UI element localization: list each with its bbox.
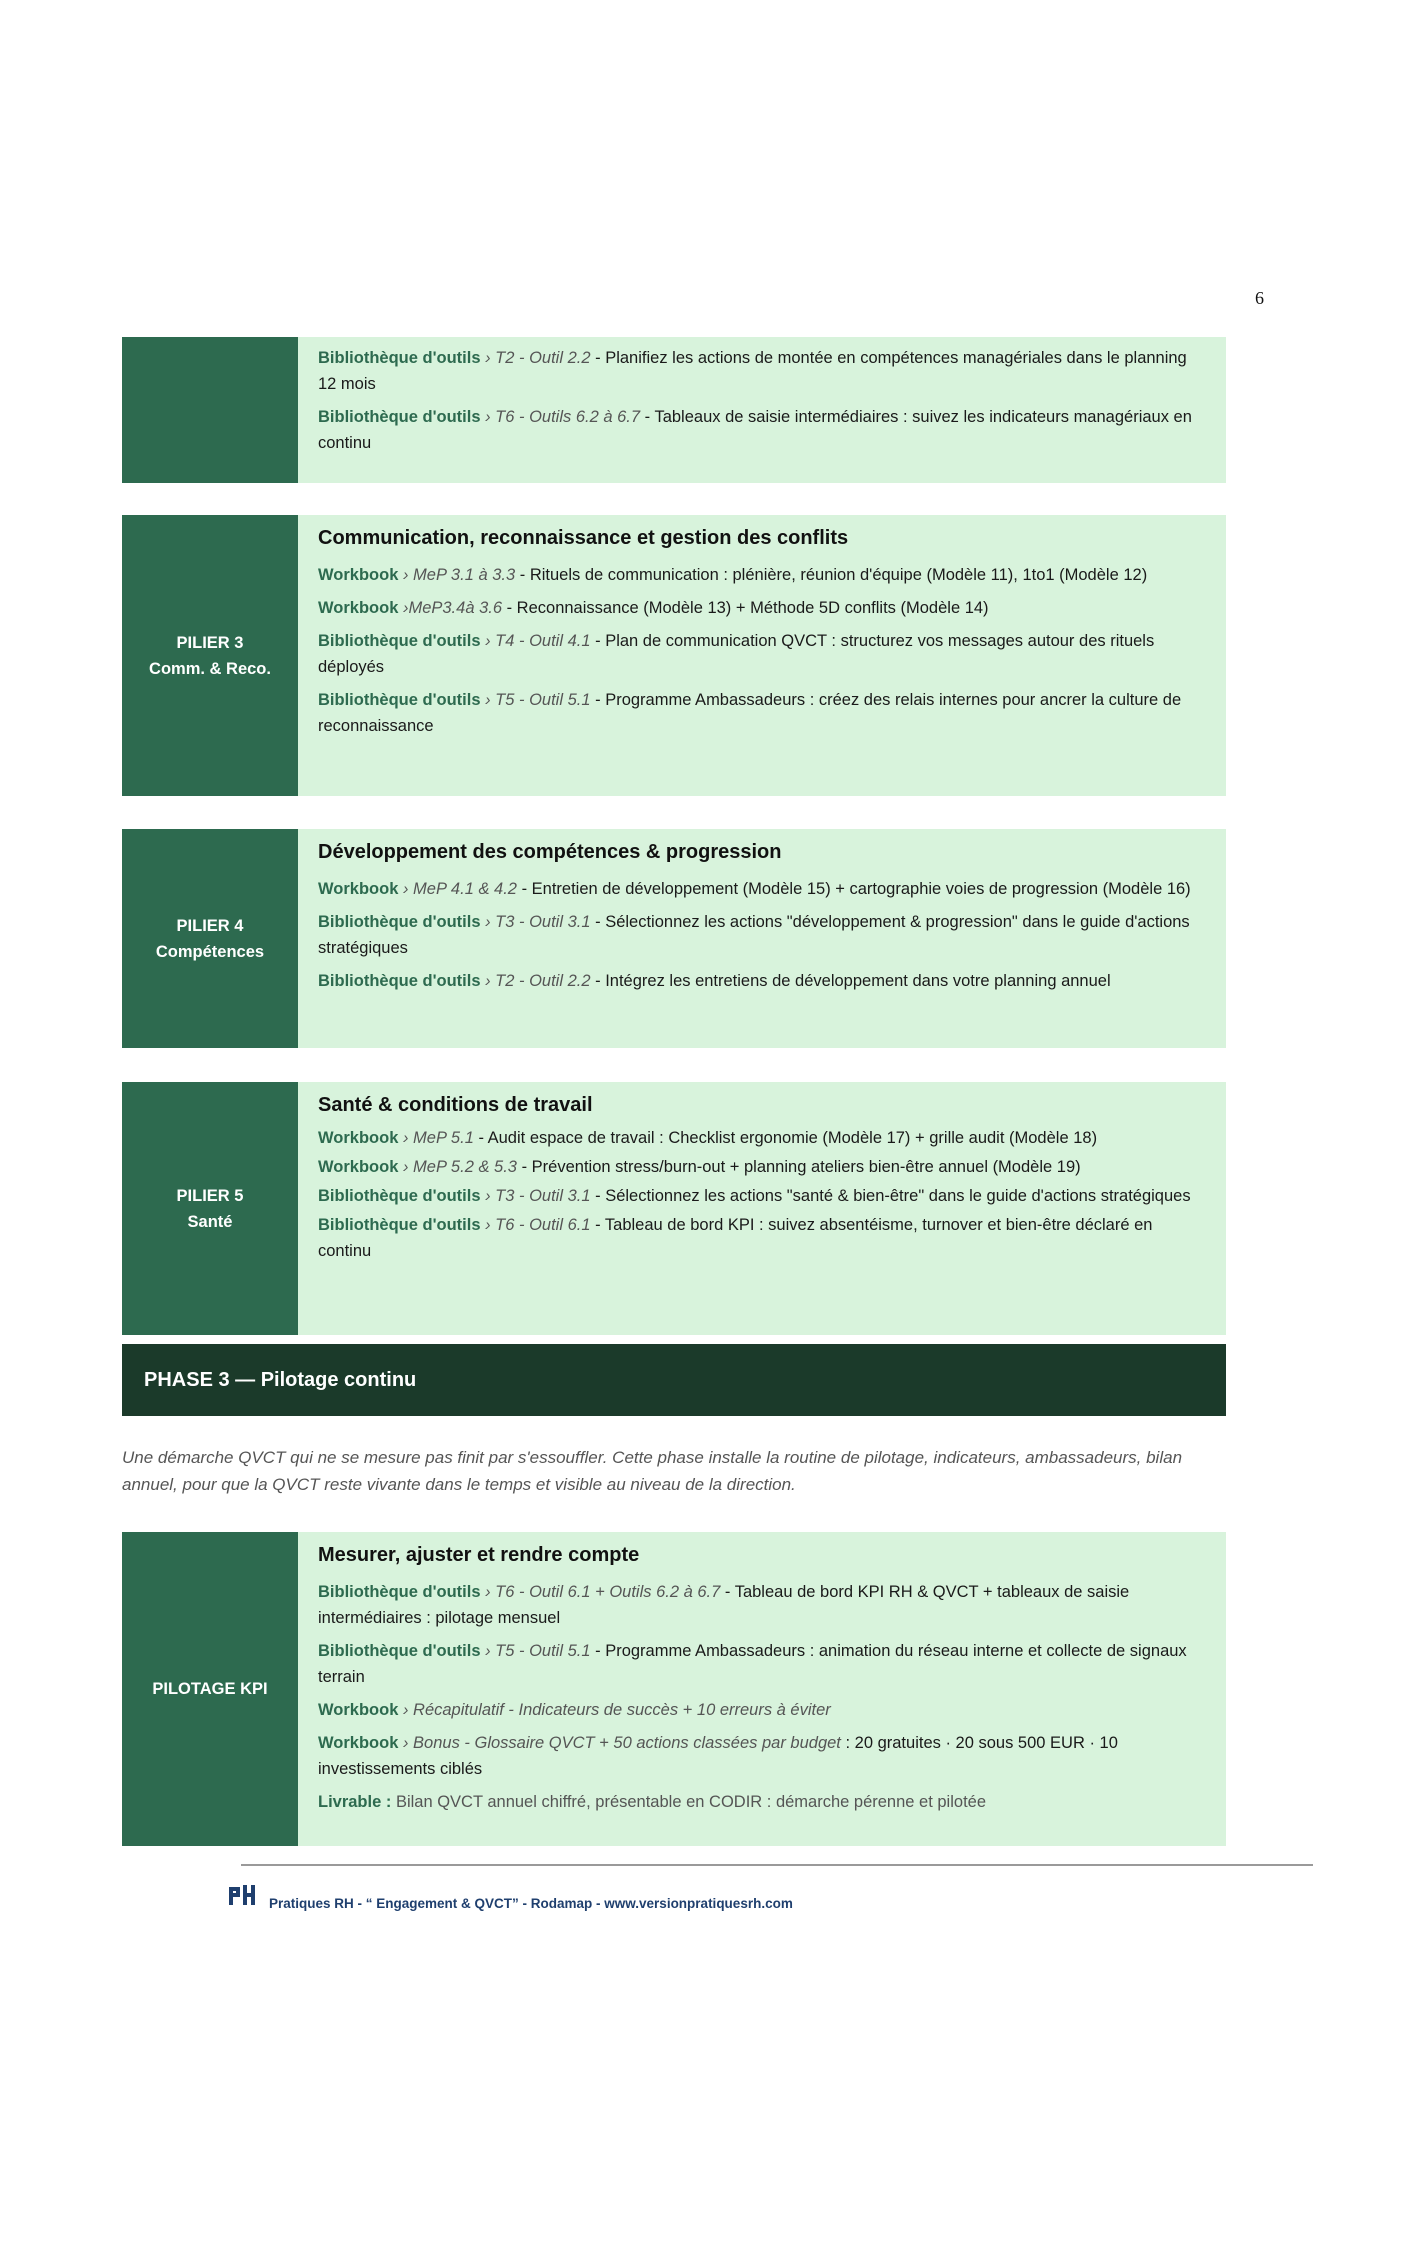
tool-line: Bibliothèque d'outils › T5 - Outil 5.1 - Programme Ambassadeurs : créez des relais internes pour ancrer la culture de reconnaissance [318, 691, 1182, 735]
phase-banner: PHASE 3 — Pilotage continu [122, 1344, 1226, 1416]
block-heading: Communication, reconnaissance et gestion des conflits [318, 527, 849, 549]
block-heading: Santé & conditions de travail [318, 1094, 593, 1116]
tool-line: Bibliothèque d'outils › T6 - Outil 6.1 - Tableau de bord KPI : suivez absentéisme, turnover et bien-être déclaré en continu [318, 1216, 1153, 1260]
tool-line: Bibliothèque d'outils › T6 - Outil 6.1 + Outils 6.2 à 6.7 - Tableau de bord KPI RH & QVCT + tableaux de saisie intermédiaires : pilotage mensuel [318, 1583, 1130, 1627]
tool-line: Bibliothèque d'outils › T6 - Outils 6.2 à 6.7 - Tableaux de saisie intermédiaires : suivez les indicateurs managériaux en continu [318, 408, 1192, 452]
pillar-name: Comm. & Reco. [149, 659, 271, 678]
page-number: 6 [1255, 288, 1264, 308]
block-content [298, 337, 1226, 483]
pillar-label [122, 515, 298, 796]
tool-line: Bibliothèque d'outils › T2 - Outil 2.2 - Planifiez les actions de montée en compétences managériales dans le planning 12 mois [318, 349, 1187, 393]
block-pilier4 [122, 829, 1226, 1048]
tool-line: Bibliothèque d'outils › T4 - Outil 4.1 - Plan de communication QVCT : structurez vos messages autour des rituels déployés [318, 632, 1155, 676]
pillar-number: PILIER 3 [176, 633, 244, 652]
rh-logo-icon [228, 1884, 256, 1906]
tool-line: Workbook ›MeP3.4à 3.6 - Reconnaissance (Modèle 13) + Méthode 5D conflits (Modèle 14) [318, 599, 989, 617]
pillar-label [122, 1532, 298, 1846]
block-content [298, 1532, 1226, 1846]
block-pilier2-continued [122, 337, 1226, 483]
pillar-label [122, 1082, 298, 1335]
pillar-name: Compétences [155, 942, 265, 961]
tool-line: Workbook › Bonus - Glossaire QVCT + 50 actions classées par budget : 20 gratuites · 20 sous 500 EUR · 10 investissements ciblés [318, 1734, 1118, 1778]
block-pilotage-kpi [122, 1532, 1226, 1846]
pillar-label-empty [122, 337, 298, 483]
pillar-number: PILIER 5 [176, 1186, 244, 1205]
footer-text: Pratiques RH - “ Engagement & QVCT” - Rodamap - www.versionpratiquesrh.com [269, 1896, 793, 1911]
block-content [298, 515, 1226, 796]
block-content [298, 829, 1226, 1048]
tool-line: Workbook › MeP 5.1 - Audit espace de travail : Checklist ergonomie (Modèle 17) + grille audit (Modèle 18) [318, 1129, 1098, 1147]
pillar-name: PILOTAGE KPI [152, 1680, 268, 1698]
tool-line: Workbook › Récapitulatif - Indicateurs de succès + 10 erreurs à éviter [318, 1701, 831, 1719]
tool-line: Bibliothèque d'outils › T2 - Outil 2.2 - Intégrez les entretiens de développement dans votre planning annuel [318, 972, 1111, 990]
block-heading: Développement des compétences & progression [318, 841, 782, 863]
tool-line: Bibliothèque d'outils › T3 - Outil 3.1 - Sélectionnez les actions "développement & progression" dans le guide d'actions stratégiques [318, 913, 1190, 957]
tool-line: Bibliothèque d'outils › T5 - Outil 5.1 - Programme Ambassadeurs : animation du réseau interne et collecte de signaux terrain [318, 1642, 1187, 1686]
pillar-number: PILIER 4 [176, 916, 244, 935]
block-pilier3 [122, 515, 1226, 796]
tool-line: Workbook › MeP 5.2 & 5.3 - Prévention stress/burn-out + planning ateliers bien-être annuel (Modèle 19) [318, 1158, 1081, 1176]
phase-intro: Une démarche QVCT qui ne se mesure pas finit par s'essouffler. Cette phase installe la routine de pilotage, indicateurs, ambassadeurs, bilan annuel, pour que la QVCT reste vivante dans le temps et visible au niveau de la direction. [122, 1448, 1183, 1494]
tool-line: Bibliothèque d'outils › T3 - Outil 3.1 - Sélectionnez les actions "santé & bien-être" dans le guide d'actions stratégiques [318, 1187, 1191, 1205]
tool-line: Workbook › MeP 3.1 à 3.3 - Rituels de communication : plénière, réunion d'équipe (Modèle 11), 1to1 (Modèle 12) [318, 566, 1148, 584]
block-content [298, 1082, 1226, 1335]
tool-line: Workbook › MeP 4.1 & 4.2 - Entretien de développement (Modèle 15) + cartographie voies de progression (Modèle 16) [318, 880, 1191, 898]
deliverable-line: Livrable : Bilan QVCT annuel chiffré, présentable en CODIR : démarche pérenne et pilotée [318, 1793, 987, 1811]
footer-divider [241, 1864, 1313, 1866]
pillar-label [122, 829, 298, 1048]
block-heading: Mesurer, ajuster et rendre compte [318, 1544, 640, 1566]
pillar-name: Santé [187, 1212, 233, 1231]
block-pilier5 [122, 1082, 1226, 1335]
